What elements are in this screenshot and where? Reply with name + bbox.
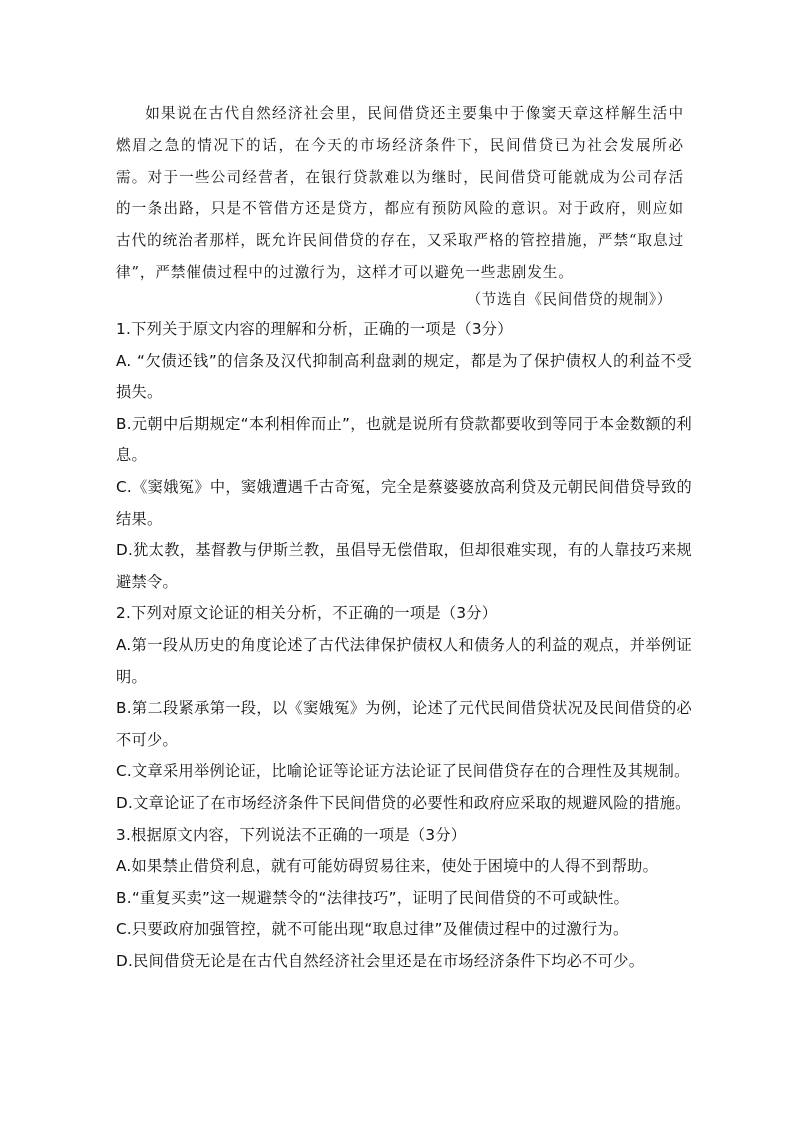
question-3-option-a: A.如果禁止借贷利息，就有可能妨碍贸易往来，使处于困境中的人得不到帮助。 <box>116 857 659 876</box>
passage-excerpt <box>116 98 684 289</box>
question-2-option-a: A.第一段从历史的角度论述了古代法律保护债权人和债务人的利益的观点，并举例证明。 <box>116 635 692 686</box>
question-2 <box>116 598 692 819</box>
question-3 <box>116 820 692 978</box>
passage-source: （节选自《民间借贷的规制》） <box>466 291 672 308</box>
question-2-option-b: B.第二段紧承第一段，以《窦娥冤》为例，论述了元代民间借贷状况及民间借贷的必不可少。 <box>116 699 692 749</box>
question-2-stem: 2.下列对原文论证的相关分析，不正确的一项是（3分） <box>116 604 498 623</box>
question-list <box>116 314 692 977</box>
question-1 <box>116 314 692 598</box>
question-1-option-c: C.《窦娥冤》中，窦娥遭遇千古奇冤，完全是蔡婆婆放高利贷及元朝民间借贷导致的结果。 <box>116 477 692 528</box>
question-3-option-b: B.“重复买卖”这一规避禁令的“法律技巧”，证明了民间借贷的不可或缺性。 <box>116 888 630 907</box>
question-1-option-d: D.犹太教，基督教与伊斯兰教，虽倡导无偿借取，但却很难实现，有的人靠技巧来规避禁令。 <box>116 541 692 591</box>
passage-paragraph: 如果说在古代自然经济社会里，民间借贷还主要集中于像窦天章这样解生活中燃眉之急的情况下的话，在今天的市场经济条件下，民间借贷已为社会发展所必需。对于一些公司经营者，在银行贷款难以为继时，民间借贷可能就成为公司存活的一条出路，只是不管借方还是贷方，都应有预防风险的意识。对于政府，则应如古代的统治者那样，既允许民间借贷的存在，又采取严格的管控措施，严禁“取息过律”，严禁催债过程中的过激行为，这样才可以避免一些悲剧发生。 <box>116 105 684 281</box>
question-3-option-c: C.只要政府加强管控，就不可能出现“取息过律”及催债过程中的过激行为。 <box>116 920 629 939</box>
question-1-option-a: A. “欠债还钱”的信条及汉代抑制高利盘剥的规定，都是为了保护债权人的利益不受损失。 <box>116 351 692 402</box>
question-3-option-d: D.民间借贷无论是在古代自然经济社会里还是在市场经济条件下均必不可少。 <box>116 951 645 970</box>
question-1-option-b: B.元朝中后期规定“本利相侔而止”，也就是说所有贷款都要收到等同于本金数额的利息。 <box>116 414 692 465</box>
question-3-stem: 3.根据原文内容，下列说法不正确的一项是（3分） <box>116 825 467 844</box>
question-2-option-c: C.文章采用举例论证，比喻论证等论证方法论证了民间借贷存在的合理性及其规制。 <box>116 762 690 781</box>
question-1-stem: 1.下列关于原文内容的理解和分析，正确的一项是（3分） <box>116 320 513 338</box>
question-2-option-d: D.文章论证了在市场经济条件下民间借贷的必要性和政府应采取的规避风险的措施。 <box>116 793 691 812</box>
